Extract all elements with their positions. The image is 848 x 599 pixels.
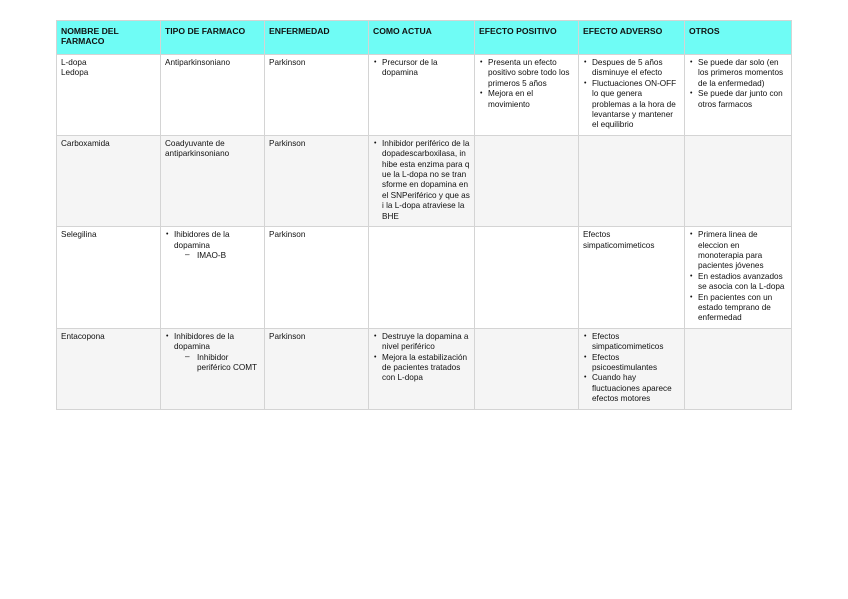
drug-type: Coadyuvante de antiparkinsoniano xyxy=(165,138,230,159)
header-otros: OTROS xyxy=(685,21,792,55)
cell-nombre xyxy=(57,55,161,136)
list-item: • En estadios avanzados se asocia con la L-dopa xyxy=(689,272,787,293)
disease: Parkinson xyxy=(269,58,306,67)
drug-type: Inhibidores de la dopamina xyxy=(174,331,235,352)
adverse-effect: Efectos simpaticomimeticos xyxy=(583,230,655,250)
cell-otros xyxy=(685,328,792,409)
cell-efecto-adverso xyxy=(579,227,685,329)
table-row xyxy=(57,135,792,226)
positive-effect-list xyxy=(479,58,574,110)
cell-enfermedad xyxy=(265,328,369,409)
list-item: • Efectos psicoestimulantes xyxy=(583,353,680,374)
mechanism-list xyxy=(373,58,470,79)
drug-type-list xyxy=(165,332,260,374)
list-item: • Fluctuaciones ON-OFF lo que genera problemas a la hora de levantarse y mantener el equilibrio xyxy=(583,79,680,131)
adverse-effect-list xyxy=(583,58,680,131)
table-row xyxy=(57,328,792,409)
list-item: – IMAO-B xyxy=(184,251,260,261)
list-item: • Cuando hay fluctuaciones aparece efectos motores xyxy=(583,373,680,404)
cell-nombre xyxy=(57,328,161,409)
drug-name: Carboxamida xyxy=(61,138,110,148)
table-row xyxy=(57,227,792,329)
list-item xyxy=(165,332,260,374)
cell-otros xyxy=(685,227,792,329)
drug-name: L-dopa Ledopa xyxy=(61,58,89,78)
drug-subtype-list xyxy=(184,353,260,374)
cell-efecto-positivo xyxy=(475,55,579,136)
cell-como-actua xyxy=(369,227,475,329)
list-item: • Destruye la dopamina a nivel periférico xyxy=(373,332,470,353)
header-efecto-positivo: EFECTO POSITIVO xyxy=(475,21,579,55)
cell-efecto-adverso xyxy=(579,55,685,136)
cell-efecto-positivo xyxy=(475,328,579,409)
header-tipo: TIPO DE FARMACO xyxy=(161,21,265,55)
cell-efecto-adverso xyxy=(579,328,685,409)
cell-tipo xyxy=(161,55,265,136)
table-header xyxy=(57,21,792,55)
cell-tipo xyxy=(161,135,265,226)
cell-nombre xyxy=(57,227,161,329)
cell-nombre xyxy=(57,135,161,226)
table-body xyxy=(57,55,792,410)
header-enfermedad: ENFERMEDAD xyxy=(265,21,369,55)
header-nombre: NOMBRE DEL FARMACO xyxy=(57,21,161,55)
list-item: • Despues de 5 años disminuye el efecto xyxy=(583,58,680,79)
list-item xyxy=(165,230,260,261)
cell-tipo xyxy=(161,328,265,409)
cell-como-actua xyxy=(369,55,475,136)
list-item: • Primera linea de eleccion en monoterapia para pacientes jóvenes xyxy=(689,230,787,272)
drug-subtype-list xyxy=(184,251,260,261)
list-item: • Se puede dar solo (en los primeros momentos de la enfermedad) xyxy=(689,58,787,89)
list-item: • Mejora la estabilización de pacientes tratados con L-dopa xyxy=(373,353,470,384)
adverse-effect-list xyxy=(583,332,680,405)
cell-enfermedad xyxy=(265,55,369,136)
drug-type-list xyxy=(165,230,260,261)
cell-como-actua xyxy=(369,135,475,226)
header-row xyxy=(57,21,792,55)
list-item: • Mejora en el movimiento xyxy=(479,89,574,110)
mechanism-list xyxy=(373,139,470,222)
disease: Parkinson xyxy=(269,331,306,341)
list-item: • Inhibidor periférico de la dopadescarboxilasa, inhibe esta enzima para que la L-dopa no se transforme en dopamina en el SNPeriférico y que asi la L-dopa atraviese la BHE xyxy=(373,139,470,222)
table-row xyxy=(57,55,792,136)
list-item: • Se puede dar junto con otros farmacos xyxy=(689,89,787,110)
list-item: • Precursor de la dopamina xyxy=(373,58,470,79)
drug-type: Ihibidores de la dopamina xyxy=(174,230,230,250)
list-item: – Inhibidor periférico COMT xyxy=(184,353,260,374)
list-item: • En pacientes con un estado temprano de enfermedad xyxy=(689,293,787,324)
cell-enfermedad xyxy=(265,135,369,226)
cell-efecto-positivo xyxy=(475,227,579,329)
cell-otros xyxy=(685,135,792,226)
drug-type: Antiparkinsoniano xyxy=(165,58,231,67)
cell-efecto-adverso xyxy=(579,135,685,226)
cell-como-actua xyxy=(369,328,475,409)
header-como-actua: COMO ACTUA xyxy=(369,21,475,55)
disease: Parkinson xyxy=(269,138,306,148)
drug-name: Selegilina xyxy=(61,230,97,240)
list-item: • Presenta un efecto positivo sobre todo los primeros 5 años xyxy=(479,58,574,89)
mechanism-list xyxy=(373,332,470,384)
cell-enfermedad xyxy=(265,227,369,329)
disease: Parkinson xyxy=(269,230,306,240)
other-notes-list xyxy=(689,58,787,110)
header-efecto-adverso: EFECTO ADVERSO xyxy=(579,21,685,55)
list-item: • Efectos simpaticomimeticos xyxy=(583,332,680,353)
cell-otros xyxy=(685,55,792,136)
drug-name: Entacopona xyxy=(61,331,105,341)
cell-efecto-positivo xyxy=(475,135,579,226)
other-notes-list xyxy=(689,230,787,324)
cell-tipo xyxy=(161,227,265,329)
drug-table xyxy=(56,20,792,410)
